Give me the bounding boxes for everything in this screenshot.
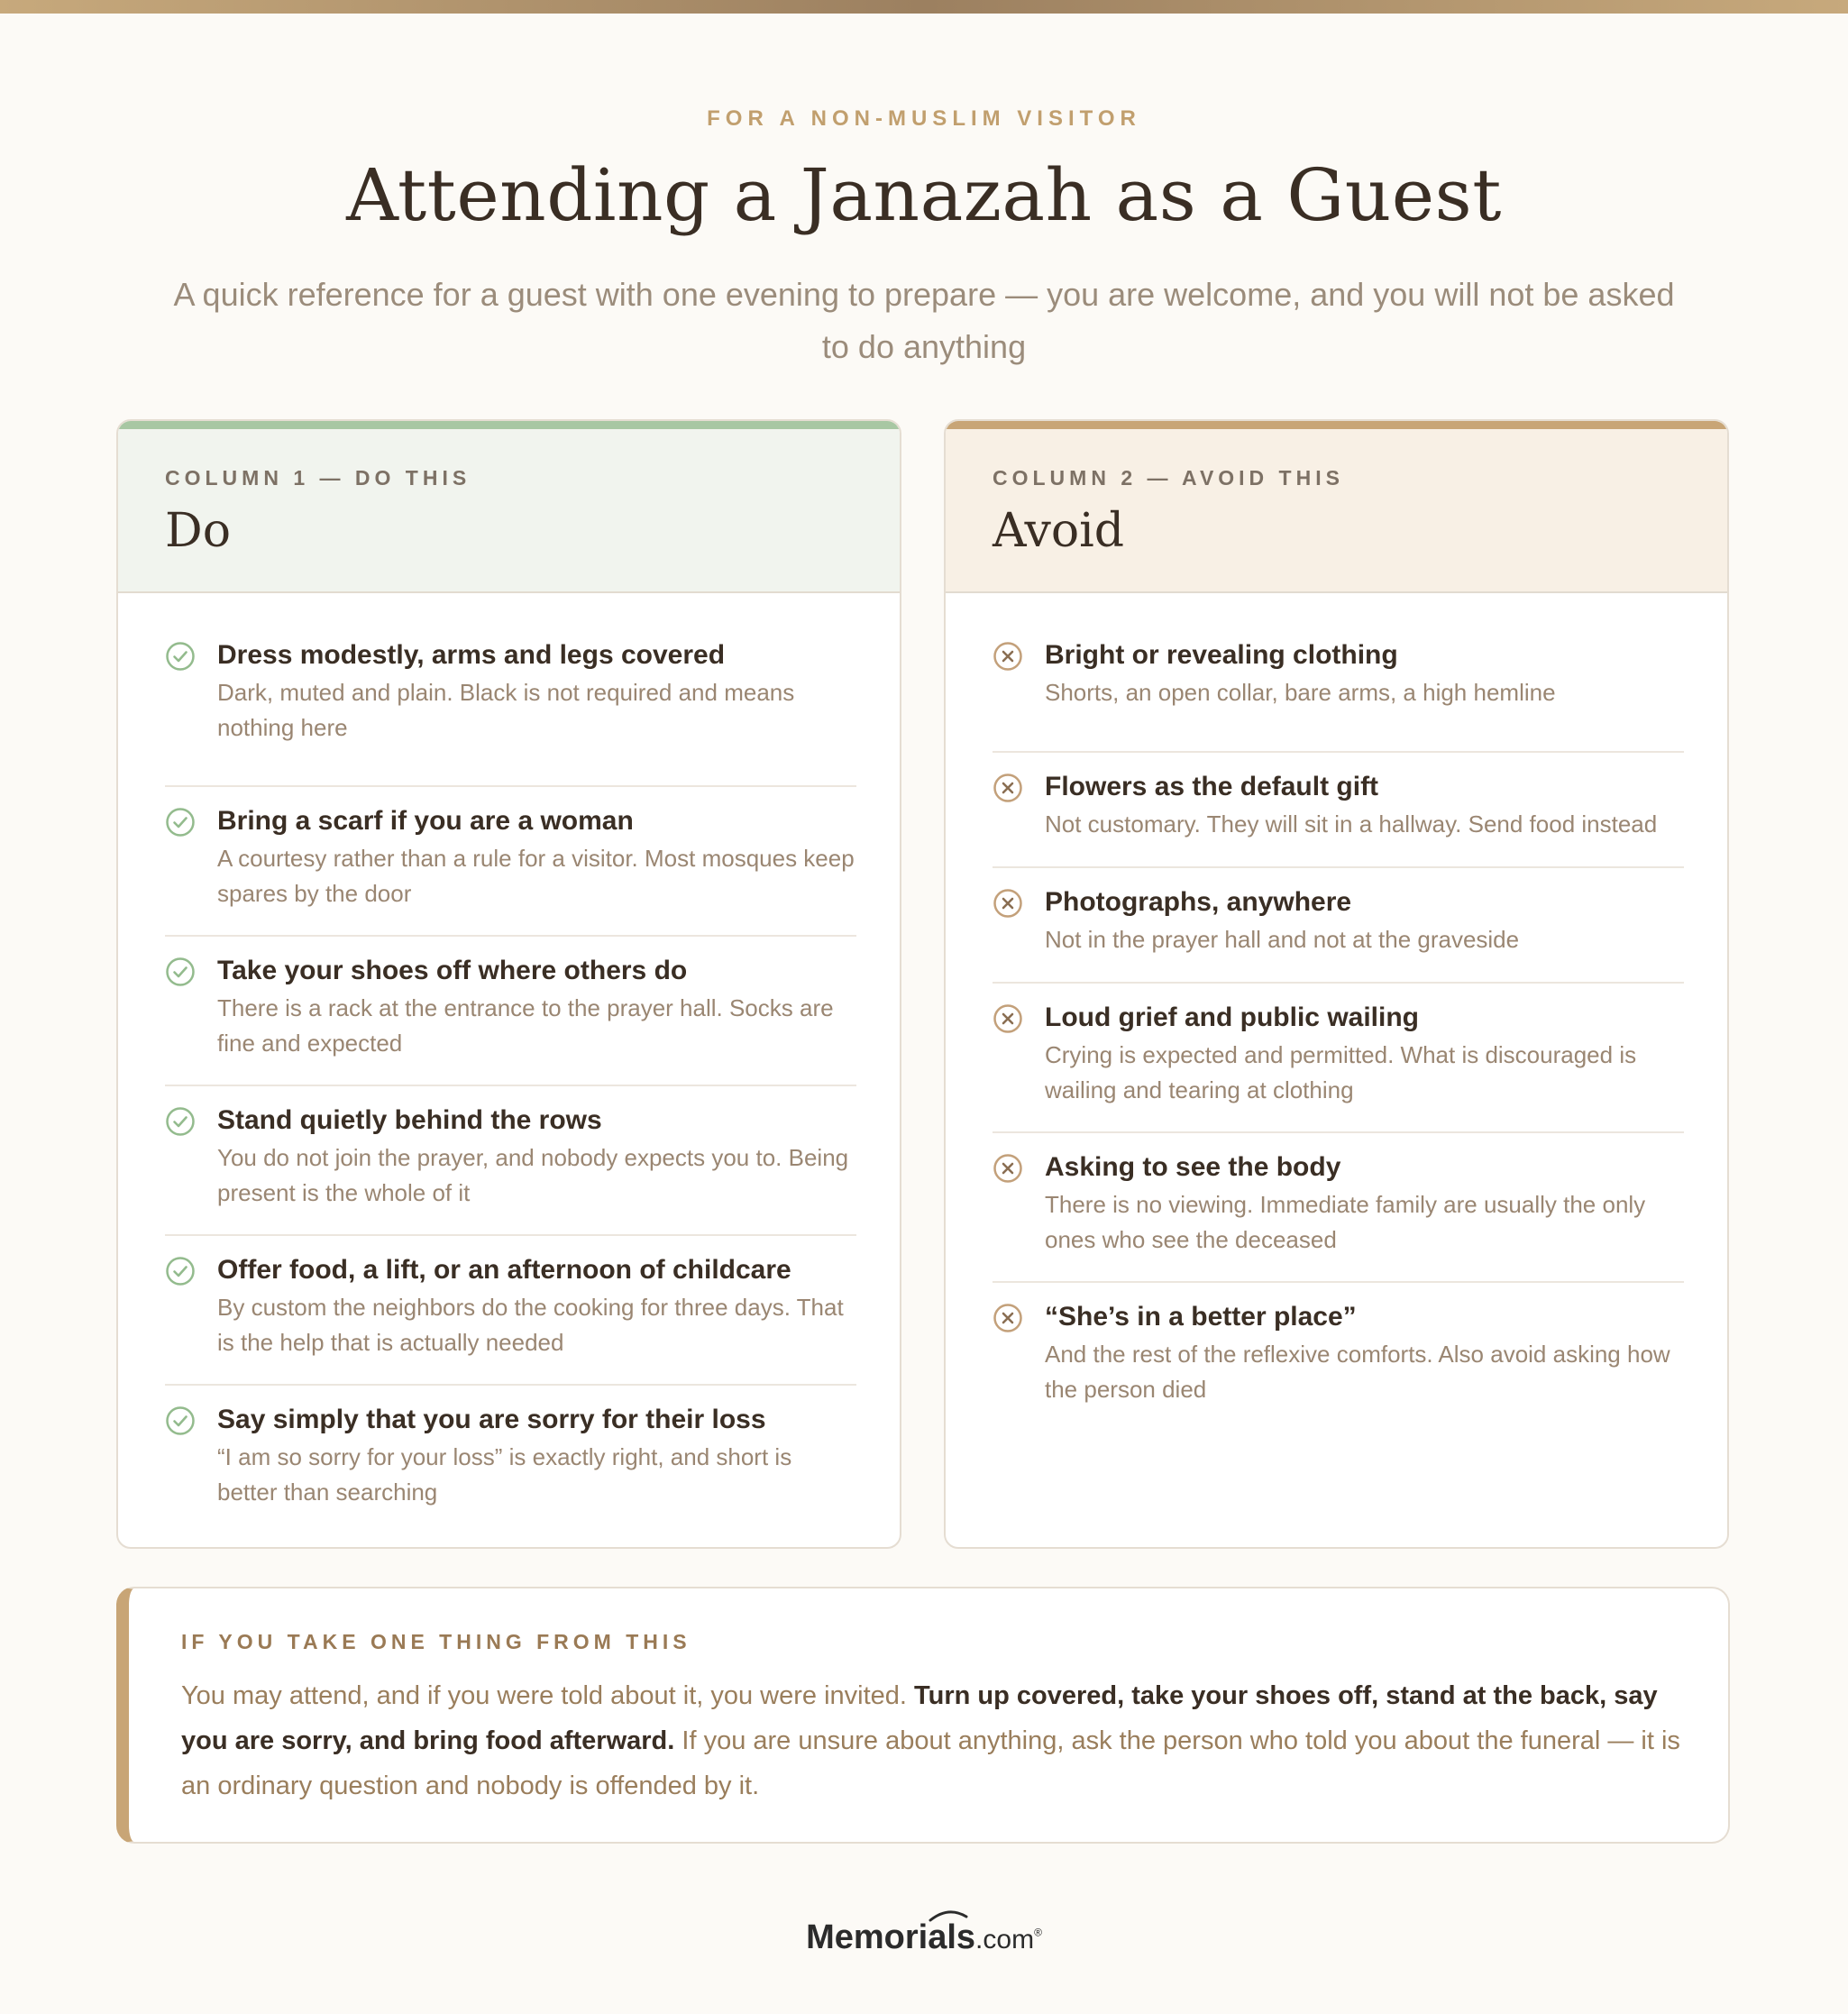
avoid-item-desc: Not in the prayer hall and not at the graveside (1045, 926, 1520, 953)
check-circle-icon (165, 1405, 196, 1436)
avoid-item-title: “She’s in a better place” (1045, 1302, 1357, 1332)
eyebrow: FOR A NON-MUSLIM VISITOR (707, 106, 1141, 131)
check-circle-icon (165, 1256, 196, 1286)
avoid-item (993, 637, 1684, 753)
takeaway-text-start: You may attend, and if you were told about it, you were invited. (181, 1681, 915, 1710)
do-item (165, 637, 856, 787)
do-item (165, 1086, 856, 1236)
do-item-title: Bring a scarf if you are a woman (217, 806, 634, 836)
takeaway-label: IF YOU TAKE ONE THING FROM THIS (181, 1630, 691, 1653)
avoid-item-title: Loud grief and public wailing (1045, 1002, 1419, 1032)
do-item-title: Take your shoes off where others do (217, 956, 688, 985)
do-card-accent (118, 421, 900, 429)
avoid-item-desc: And the rest of the reflexive comforts. Also avoid asking how the person died (1045, 1341, 1670, 1403)
page-title: Attending a Janazah as a Guest (346, 153, 1502, 237)
do-item-desc: A courtesy rather than a rule for a visitor. Most mosques keep spares by the door (217, 845, 855, 907)
do-item-desc: There is a rack at the entrance to the prayer hall. Socks are fine and expected (217, 994, 834, 1057)
x-circle-icon (993, 1303, 1023, 1333)
x-circle-icon (993, 888, 1023, 919)
avoid-item-title: Photographs, anywhere (1045, 887, 1352, 917)
avoid-column-label: COLUMN 2 — AVOID THIS (993, 466, 1344, 490)
avoid-card-header (946, 421, 1727, 593)
do-item (165, 1236, 856, 1386)
logo-wordmark: Memorials (806, 1918, 976, 1956)
takeaway-text (181, 1673, 1687, 1808)
do-card (116, 419, 901, 1549)
check-circle-icon (165, 641, 196, 672)
avoid-item-title: Flowers as the default gift (1045, 772, 1379, 801)
avoid-item (993, 1283, 1684, 1433)
do-card-header (118, 421, 900, 593)
check-circle-icon (165, 807, 196, 838)
avoid-item-title: Bright or revealing clothing (1045, 640, 1398, 670)
avoid-item (993, 753, 1684, 868)
avoid-item-desc: Crying is expected and permitted. What is discouraged is wailing and tearing at clothing (1045, 1041, 1637, 1103)
do-item-desc: Dark, muted and plain. Black is not required and means nothing here (217, 679, 795, 741)
do-item (165, 1386, 856, 1535)
avoid-item-title: Asking to see the body (1045, 1152, 1341, 1182)
avoid-list (993, 637, 1684, 1433)
check-circle-icon (165, 957, 196, 987)
takeaway-box (116, 1587, 1730, 1844)
avoid-card-accent (946, 421, 1727, 429)
x-circle-icon (993, 1003, 1023, 1034)
do-item-desc: By custom the neighbors do the cooking for three days. That is the help that is actually needed (217, 1294, 844, 1356)
avoid-item (993, 868, 1684, 984)
x-circle-icon (993, 641, 1023, 672)
avoid-card (944, 419, 1729, 1549)
do-column-title: Do (165, 504, 231, 558)
do-item-title: Stand quietly behind the rows (217, 1105, 602, 1135)
logo-suffix: .com (975, 1925, 1035, 1954)
takeaway-text-end: If you are unsure about anything, ask the person who told you about the funeral — it is an ordinary question and nobody is offended by it. (181, 1726, 1680, 1800)
do-item-title: Say simply that you are sorry for their loss (217, 1405, 766, 1434)
top-accent-bar (0, 0, 1848, 14)
avoid-item (993, 1133, 1684, 1283)
avoid-item-desc: There is no viewing. Immediate family are usually the only ones who see the deceased (1045, 1191, 1646, 1253)
x-circle-icon (993, 773, 1023, 803)
do-item (165, 787, 856, 937)
avoid-item-desc: Not customary. They will sit in a hallway. Send food instead (1045, 810, 1658, 838)
memorials-logo[interactable] (0, 1918, 1848, 1957)
do-list (165, 637, 856, 1535)
do-item (165, 937, 856, 1086)
do-item-desc: You do not join the prayer, and nobody expects you to. Being present is the whole of it (217, 1144, 849, 1206)
avoid-item-desc: Shorts, an open collar, bare arms, a high hemline (1045, 679, 1556, 706)
do-item-title: Dress modestly, arms and legs covered (217, 640, 726, 670)
page-subtitle: A quick reference for a guest with one evening to prepare — you are welcome, and you will not be asked to do anything (173, 276, 1675, 365)
x-circle-icon (993, 1153, 1023, 1184)
do-item-title: Offer food, a lift, or an afternoon of childcare (217, 1255, 791, 1285)
takeaway-text-emphasis: Turn up covered, take your shoes off, stand at the back, say you are sorry, and bring food afterward. (181, 1681, 1658, 1755)
do-item-desc: “I am so sorry for your loss” is exactly right, and short is better than searching (217, 1443, 792, 1506)
check-circle-icon (165, 1106, 196, 1137)
do-column-label: COLUMN 1 — DO THIS (165, 466, 471, 490)
avoid-column-title: Avoid (993, 504, 1125, 558)
logo-registered-mark: ® (1034, 1926, 1042, 1939)
avoid-item (993, 984, 1684, 1133)
